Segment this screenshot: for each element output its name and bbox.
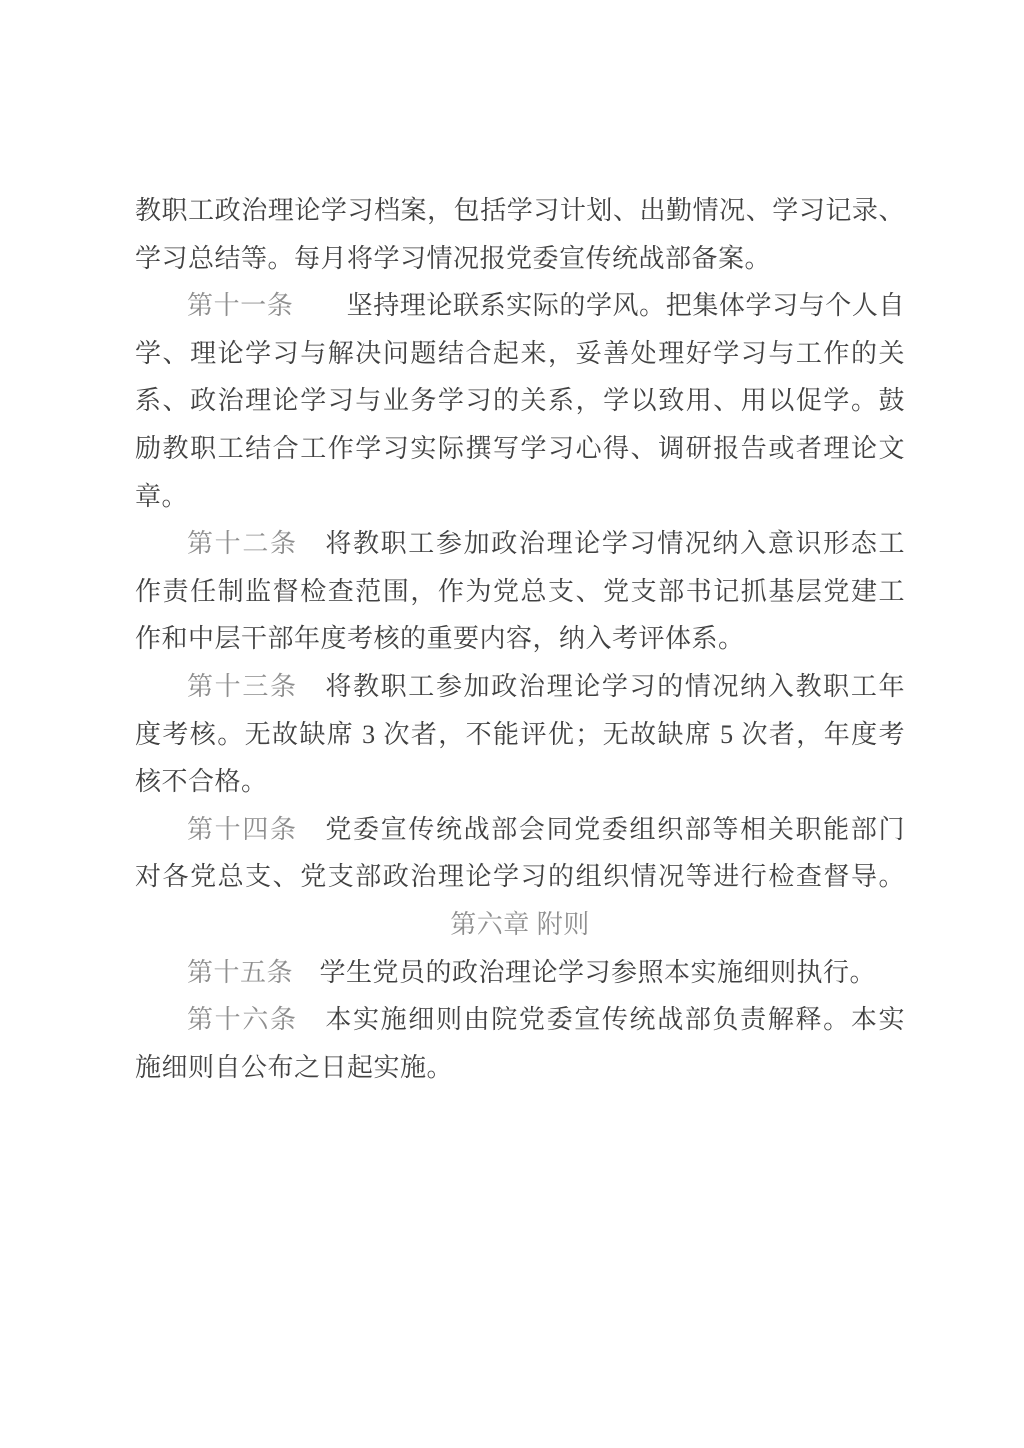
text-line: 第十四条 党委宣传统战部会同党委组织部等相关职能部门	[187, 814, 905, 844]
text-line: 第十三条 将教职工参加政治理论学习的情况纳入教职工年	[187, 671, 905, 701]
article-number: 第十六条	[187, 1005, 298, 1035]
text-line: 教职工政治理论学习档案，包括学习计划、出勤情况、学习记录、	[135, 196, 905, 225]
text-line: 学、理论学习与解决问题结合起来，妥善处理好学习与工作的关	[135, 338, 905, 368]
text-line: 章。	[135, 481, 189, 511]
text-line: 第十六条 本实施细则由院党委宣传统战部负责解释。本实	[187, 1005, 905, 1035]
text-line: 作和中层干部年度考核的重要内容，纳入考评体系。	[135, 624, 745, 654]
article-number: 第十一条	[187, 291, 294, 321]
text-line: 学习总结等。每月将学习情况报党委宣传统战部备案。	[135, 243, 772, 273]
article-number: 第十三条	[187, 671, 298, 701]
text-line: 励教职工结合工作学习实际撰写学习心得、调研报告或者理论文	[135, 433, 905, 463]
text-line: 第十一条 坚持理论联系实际的学风。把集体学习与个人自	[187, 291, 905, 321]
article-number: 第十二条	[187, 529, 298, 559]
text-line: 系、政治理论学习与业务学习的关系，学以致用、用以促学。鼓	[135, 386, 905, 416]
text-line: 第十五条 学生党员的政治理论学习参照本实施细则执行。	[187, 957, 877, 987]
text-line: 施细则自公布之日起实施。	[135, 1052, 454, 1082]
document-body	[135, 187, 905, 1091]
text-line: 对各党总支、党支部政治理论学习的组织情况等进行检查督导。	[135, 862, 905, 892]
text-line: 作责任制监督检查范围，作为党总支、党支部书记抓基层党建工	[135, 576, 905, 606]
chapter-heading: 第六章 附则	[450, 909, 590, 939]
article-number: 第十五条	[187, 957, 294, 987]
text-line: 第十二条 将教职工参加政治理论学习情况纳入意识形态工	[187, 529, 905, 559]
text-line: 核不合格。	[135, 767, 268, 797]
text-line: 度考核。无故缺席 3 次者，不能评优；无故缺席 5 次者，年度考	[135, 719, 905, 749]
article-number: 第十四条	[187, 814, 298, 844]
